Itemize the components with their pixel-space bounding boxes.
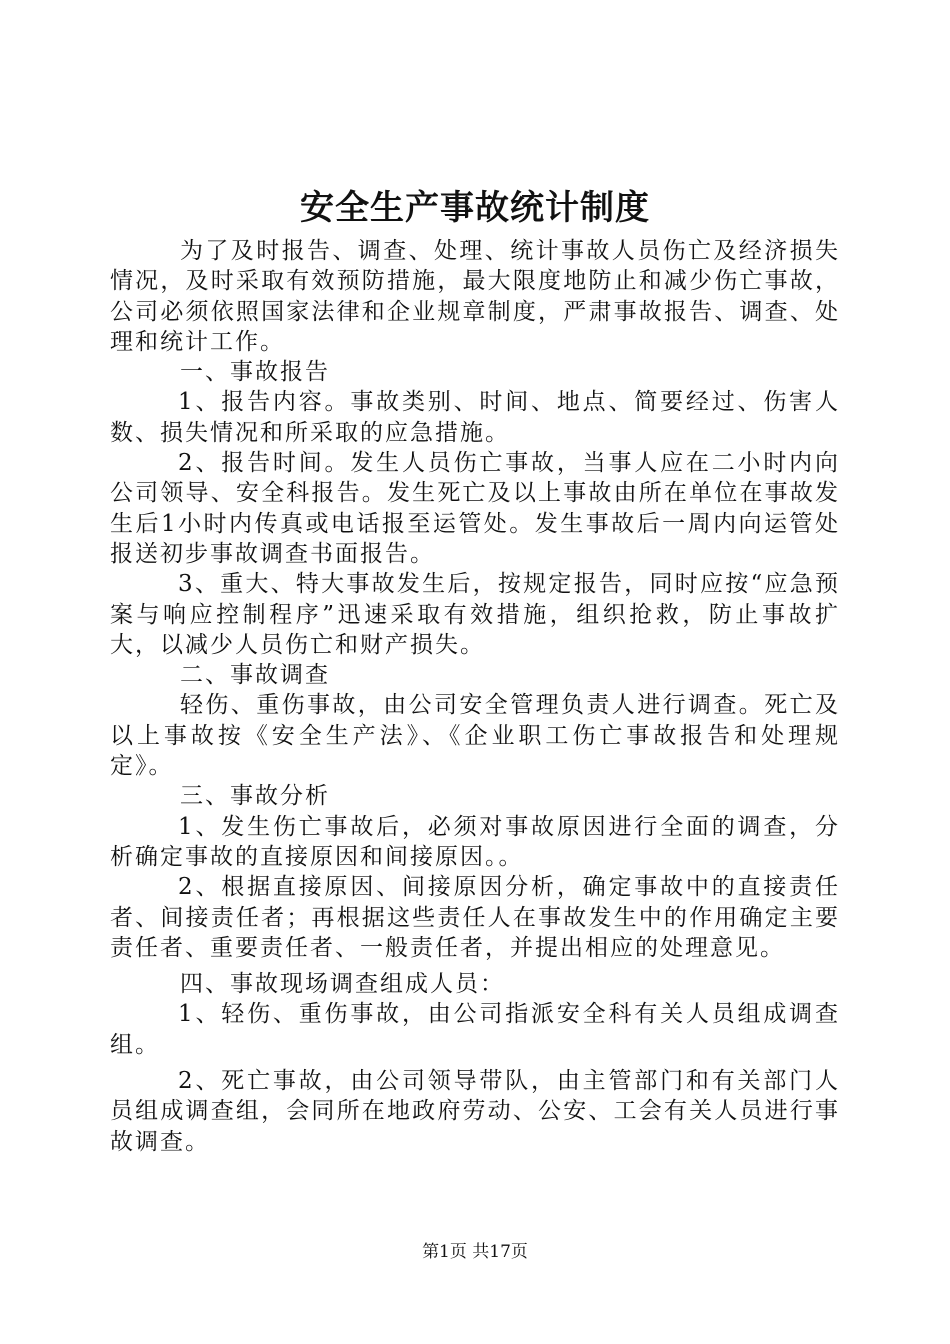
paragraph-analysis-cause: 1、发生伤亡事故后，必须对事故原因进行全面的调查，分析确定事故的直接原因和间接原因。。 (110, 813, 840, 870)
section-heading-investigation: 二、事故调查 (180, 662, 330, 689)
paragraph-report-time: 2、报告时间。发生人员伤亡事故，当事人应在二小时内向公司领导、安全科报告。发生死亡及以上事故由所在单位在事故发生后1小时内传真或电话报至运管处。发生事故后一周内向运管处报送初步事故调查书面报告。 (110, 450, 840, 567)
paragraph-team-minor: 1、轻伤、重伤事故，由公司指派安全科有关人员组成调查组。 (110, 1001, 840, 1058)
section-heading-analysis: 三、事故分析 (180, 783, 330, 810)
paragraph-analysis-responsibility: 2、根据直接原因、间接原因分析，确定事故中的直接责任者、间接责任者；再根据这些责任人在事故发生中的作用确定主要责任者、重要责任者、一般责任者，并提出相应的处理意见。 (110, 874, 840, 961)
intro-paragraph: 为了及时报告、调查、处理、统计事故人员伤亡及经济损失情况，及时采取有效预防措施，最大限度地防止和减少伤亡事故，公司必须依照国家法律和企业规章制度，严肃事故报告、调查、处理和统计工作。 (110, 238, 840, 355)
document-body (110, 236, 840, 1157)
page-number: 第1页 共17页 (422, 1242, 528, 1262)
paragraph-report-content: 1、报告内容。事故类别、时间、地点、简要经过、伤害人数、损失情况和所采取的应急措施。 (110, 389, 840, 446)
section-heading-team: 四、事故现场调查组成人员： (180, 971, 505, 998)
paragraph-major-accident: 3、重大、特大事故发生后，按规定报告，同时应按“应急预案与响应控制程序”迅速采取有效措施，组织抢救，防止事故扩大，以减少人员伤亡和财产损失。 (110, 571, 840, 658)
paragraph-investigation: 轻伤、重伤事故，由公司安全管理负责人进行调查。死亡及以上事故按《安全生产法》、《企业职工伤亡事故报告和处理规定》。 (110, 692, 840, 780)
section-heading-report: 一、事故报告 (180, 359, 330, 386)
document-title: 安全生产事故统计制度 (300, 188, 650, 228)
paragraph-team-fatal: 2、死亡事故，由公司领导带队，由主管部门和有关部门人员组成调查组，会同所在地政府劳动、公安、工会有关人员进行事故调查。 (110, 1068, 840, 1155)
